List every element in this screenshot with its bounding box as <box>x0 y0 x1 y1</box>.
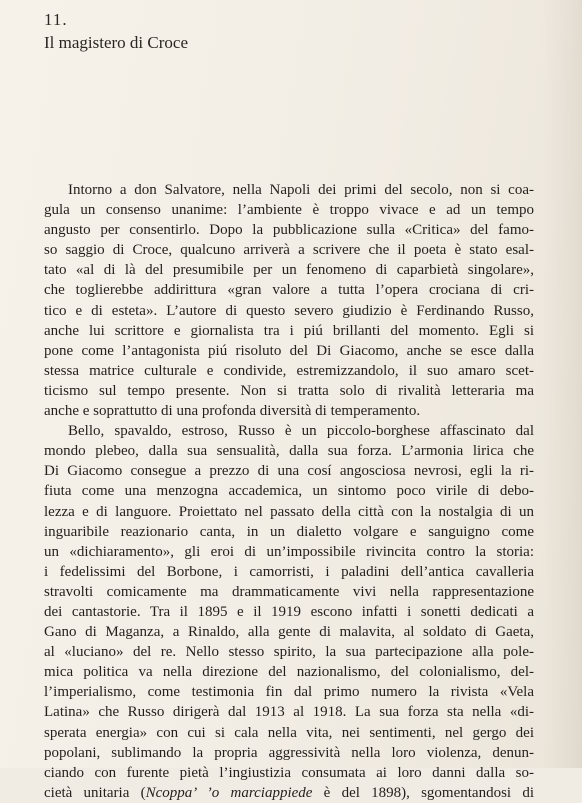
text-segment: cietà unitaria ( <box>44 784 146 801</box>
text-line: Gano di Maganza, a Rinaldo, alla gente di malavita, al soldato di Gaeta, <box>44 624 534 641</box>
text-line: so saggio di Croce, qualcuno arriverà a scrivere che il poeta è stato esal- <box>44 242 534 259</box>
text-line: Latina» che Russo dirigerà dal 1913 al 1918. La sua forza sta nella «di- <box>44 704 534 721</box>
text-line: dei cantastorie. Tra il 1895 e il 1919 escono infatti i sonetti dedicati a <box>44 603 534 620</box>
text-line: popolani, sublimando la propria aggressività nella loro violenza, denun- <box>44 744 534 761</box>
text-line: Intorno a don Salvatore, nella Napoli dei primi del secolo, non si coa- <box>68 182 534 198</box>
text-line: Di Giacomo consegue a prezzo di una cosí angosciosa nevrosi, egli la ri- <box>44 463 534 480</box>
text-line: fiuta come una menzogna accademica, un sintomo poco virile di debo- <box>44 483 534 500</box>
text-line: inguaribile reazionario canta, in un dialetto volgare e sanguigno come <box>44 523 534 540</box>
text-line: anche e soprattutto di una profonda diversità di temperamento. <box>44 403 421 420</box>
text-line <box>44 783 534 803</box>
paragraph-2 <box>44 421 534 803</box>
text-line: un «dichiaramento», gli eroi di un’impossibile rivincita contro la storia: <box>44 543 534 560</box>
body-text <box>44 180 534 803</box>
text-line: gula un consenso unanime: l’ambiente è troppo vivace e ad un tempo <box>44 202 534 219</box>
text-line: stessa matrice culturale e condivide, estremizzandolo, il suo amaro scet- <box>44 362 534 379</box>
text-line: che toglierebbe addirittura «gran valore a tutta l’opera crociana di cri- <box>44 282 534 299</box>
text-line: i fedelissimi del Borbone, i camorristi, i paladini dell’antica cavalleria <box>44 563 534 580</box>
text-line: stravolti comicamente ma drammaticamente vivi nella rappresentazione <box>44 583 534 600</box>
paragraph-1 <box>44 180 534 421</box>
chapter-title: Il magistero di Croce <box>44 33 188 52</box>
page-curve-shadow <box>542 0 582 768</box>
book-title-italic: Ncoppa’ ’o marciappiede <box>145 784 313 801</box>
text-segment: è del 1898), sgomentandosi di <box>312 784 534 801</box>
text-line: anche lui scrittore e giornalista tra i piú brillanti del momento. Egli si <box>44 322 534 339</box>
text-line: ciando con furente pietà l’ingiustizia consumata ai loro danni dalla so- <box>44 764 534 781</box>
text-line: mondo plebeo, dalla sua sensualità, dalla sua forza. L’armonia lirica che <box>44 443 534 460</box>
text-line: al «luciano» del re. Nello stesso spirito, la sua partecipazione alla pole- <box>44 644 534 661</box>
text-line: angusto per consentirlo. Dopo la pubblicazione sulla «Critica» del famo- <box>44 222 534 239</box>
text-line: ticismo sul tempo presente. Non si tratta solo di rivalità letteraria ma <box>44 382 534 399</box>
text-line: tico e di esteta». L’autore di questo severo giudizio è Ferdinando Russo, <box>44 302 534 319</box>
text-line: mica politica va nella direzione del nazionalismo, del colonialismo, del- <box>44 664 534 681</box>
text-line: l’imperialismo, come testimonia fin dal primo numero la rivista «Vela <box>44 684 534 701</box>
text-line: pone come l’antagonista piú risoluto del Di Giacomo, anche se esce dalla <box>44 342 534 359</box>
text-line: Bello, spavaldo, estroso, Russo è un piccolo-borghese affascinato dal <box>68 423 534 440</box>
chapter-number: 11. <box>44 10 68 29</box>
text-line: lezza e di languore. Proiettato nel passato della città con la nostalgia di un <box>44 503 534 520</box>
text-line: sperata energia» con cui si cala nella vita, nei sentimenti, nel gergo dei <box>44 724 534 741</box>
text-line: tato «al di là del presumibile per un fenomeno di caparbietà singolare», <box>44 262 534 279</box>
